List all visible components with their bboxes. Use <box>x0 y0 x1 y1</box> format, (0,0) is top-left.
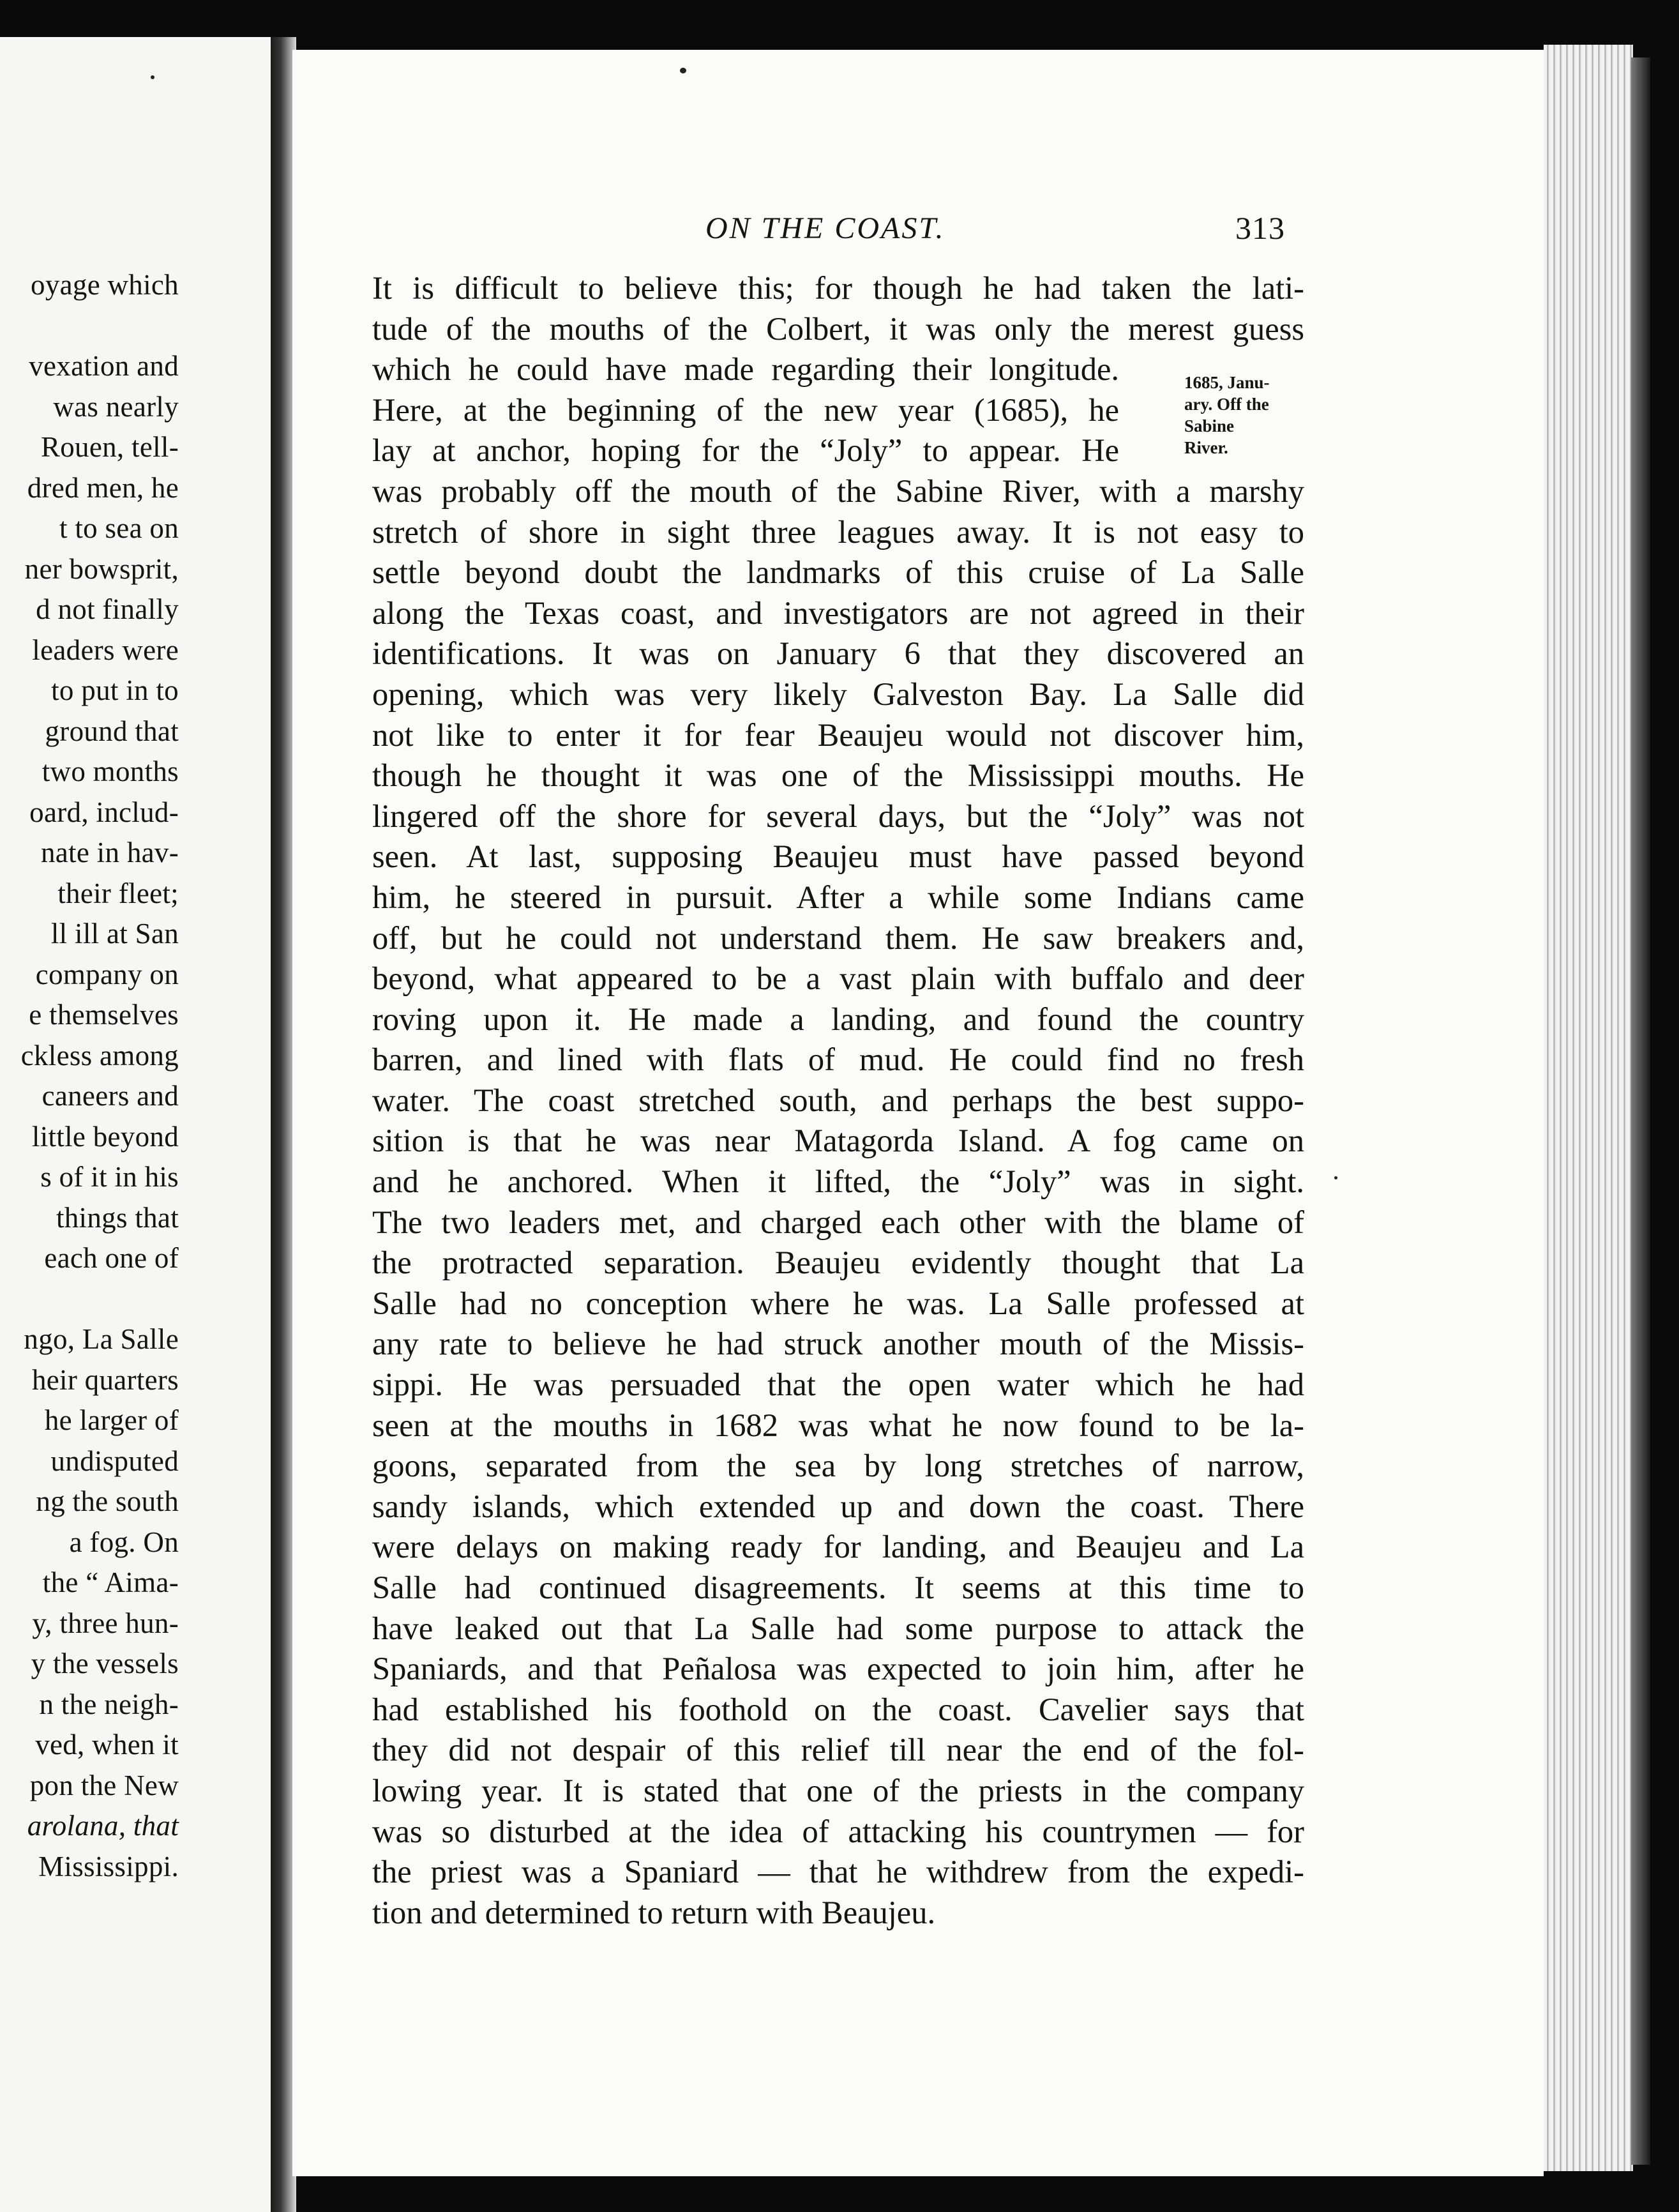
left-line: ground that <box>45 715 179 747</box>
left-line: y, three hun- <box>32 1607 179 1639</box>
left-line: oyage which <box>31 269 179 301</box>
body-line: tion and determined to return with Beaujeu. <box>372 1894 936 1930</box>
body-line: seen. At last, supposing Beaujeu must have passed beyond <box>372 838 1304 875</box>
body-line: Salle had no conception where he was. La Salle professed at <box>372 1285 1304 1321</box>
left-line: d not finally <box>36 593 179 625</box>
body-line: sippi. He was persuaded that the open water which he had <box>372 1367 1304 1403</box>
body-line: tude of the mouths of the Colbert, it was only the merest guess <box>372 310 1304 347</box>
left-line: oard, includ- <box>29 796 179 828</box>
left-line: t to sea on <box>59 512 179 544</box>
ink-speck <box>680 68 686 73</box>
left-line: ckless among <box>20 1039 179 1072</box>
left-line: arolana, that <box>27 1810 179 1842</box>
left-line: was nearly <box>53 390 179 423</box>
body-line: not like to enter it for fear Beaujeu would not discover him, <box>372 716 1304 753</box>
margin-note-line: River. <box>1184 438 1228 457</box>
left-line: s of it in his <box>40 1161 179 1193</box>
left-line: leaders were <box>32 633 179 666</box>
left-line: ved, when it <box>35 1729 179 1761</box>
left-line: things that <box>56 1201 179 1234</box>
body-line: the protracted separation. Beaujeu evidently thought that La <box>372 1245 1304 1281</box>
body-line: lingered off the shore for several days, but the “Joly” was not <box>372 798 1304 834</box>
body-line: though he thought it was one of the Mississippi mouths. He <box>372 757 1304 794</box>
left-line: caneers and <box>41 1080 179 1112</box>
body-line: any rate to believe he had struck another mouth of the Missis- <box>372 1326 1304 1362</box>
body-line: beyond, what appeared to be a vast plain with buffalo and deer <box>372 960 1304 997</box>
body-line: settle beyond doubt the landmarks of this cruise of La Salle <box>372 554 1304 591</box>
left-line: vexation and <box>29 350 179 382</box>
body-line: lay at anchor, hoping for the “Joly” to appear. He <box>372 432 1119 469</box>
left-line: each one of <box>44 1242 179 1274</box>
page-edge-shadow <box>1631 57 1650 2165</box>
left-line: ngo, La Salle <box>24 1323 179 1355</box>
body-line: were delays on making ready for landing, and Beaujeu and La <box>372 1529 1304 1565</box>
left-line: n the neigh- <box>39 1688 179 1720</box>
body-line: off, but he could not understand them. He saw breakers and, <box>372 920 1304 956</box>
body-line: water. The coast stretched south, and perhaps the best suppo- <box>372 1082 1304 1118</box>
body-line: was so disturbed at the idea of attacking his countrymen — for <box>372 1813 1304 1849</box>
body-line: Spaniards, and that Peñalosa was expected to join him, after he <box>372 1651 1304 1687</box>
body-line: which he could have made regarding their longitude. <box>372 351 1119 388</box>
body-line: along the Texas coast, and investigators are not agreed in their <box>372 595 1304 631</box>
body-line: It is difficult to believe this; for though he had taken the lati- <box>372 270 1304 306</box>
left-line: Mississippi. <box>38 1850 179 1882</box>
left-line: to put in to <box>51 674 179 706</box>
body-line: opening, which was very likely Galveston Bay. La Salle did <box>372 676 1304 712</box>
left-line: undisputed <box>50 1444 179 1477</box>
body-line: have leaked out that La Salle had some purpose to attack the <box>372 1610 1304 1646</box>
body-line: and he anchored. When it lifted, the “Joly” was in sight. <box>372 1163 1304 1200</box>
left-line: e themselves <box>29 999 179 1031</box>
body-line: the priest was a Spaniard — that he withdrew from the expedi- <box>372 1854 1304 1890</box>
ink-speck <box>1334 1176 1337 1179</box>
running-head: ON THE COAST. <box>705 211 945 245</box>
body-text <box>372 268 1304 1933</box>
left-line: the “ Aima- <box>42 1566 179 1598</box>
left-line: he larger of <box>44 1404 179 1436</box>
body-line: The two leaders met, and charged each other with the blame of <box>372 1204 1304 1240</box>
body-line: goons, separated from the sea by long stretches of narrow, <box>372 1448 1304 1484</box>
left-line: ll ill at San <box>50 918 179 950</box>
body-line: they did not despair of this relief till near the end of the fol- <box>372 1732 1304 1768</box>
body-line: had established his foothold on the coast. Cavelier says that <box>372 1691 1304 1727</box>
body-line: sition is that he was near Matagorda Island. A fog came on <box>372 1123 1304 1159</box>
left-line <box>0 1279 179 1320</box>
body-line: was probably off the mouth of the Sabine River, with a marshy <box>372 473 1304 509</box>
body-line: seen at the mouths in 1682 was what he now found to be la- <box>372 1407 1304 1443</box>
ink-speck <box>151 75 154 79</box>
body-line: Salle had continued disagreements. It seems at this time to <box>372 1570 1304 1605</box>
left-line: Rouen, tell- <box>40 431 179 463</box>
left-line: y the vessels <box>31 1648 179 1679</box>
page-number: 313 <box>1235 210 1285 246</box>
body-line: lowing year. It is stated that one of the priests in the company <box>372 1772 1304 1808</box>
margin-note-line: 1685, Janu- <box>1184 373 1270 392</box>
left-line: their fleet; <box>57 877 179 909</box>
margin-note-line: ary. Off the <box>1184 395 1269 414</box>
body-line: him, he steered in pursuit. After a while some Indians came <box>372 879 1304 915</box>
left-line: nate in hav- <box>40 837 179 868</box>
body-line: Here, at the beginning of the new year (1685), he <box>372 391 1119 428</box>
left-line: pon the New <box>29 1769 179 1801</box>
left-line: ner bowsprit, <box>24 552 179 585</box>
left-line <box>0 306 179 347</box>
left-line: company on <box>35 958 179 990</box>
left-line: dred men, he <box>27 471 179 504</box>
body-line: roving upon it. He made a landing, and found the country <box>372 1001 1304 1037</box>
left-line: two months <box>41 755 179 787</box>
body-line: barren, and lined with flats of mud. He could find no fresh <box>372 1042 1304 1078</box>
left-line: ng the south <box>36 1485 179 1517</box>
page-edges <box>1544 45 1633 2171</box>
left-page-text <box>0 265 179 1887</box>
body-line: identifications. It was on January 6 that they discovered an <box>372 635 1304 672</box>
left-line: little beyond <box>31 1120 179 1153</box>
margin-note-line: Sabine <box>1184 416 1235 436</box>
left-line: heir quarters <box>31 1363 179 1396</box>
body-line: sandy islands, which extended up and down the coast. There <box>372 1488 1304 1524</box>
body-line: stretch of shore in sight three leagues away. It is not easy to <box>372 513 1304 550</box>
left-line: a fog. On <box>69 1526 179 1558</box>
